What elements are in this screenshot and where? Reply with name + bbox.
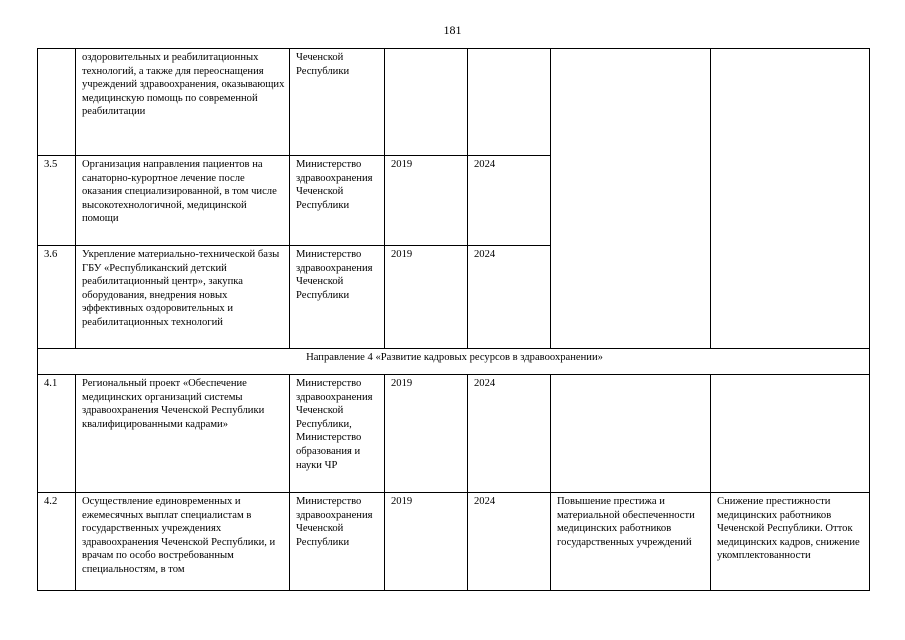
executor-cell: Министерство здравоохранения Чеченской Республики <box>290 246 385 349</box>
executor-cell: Министерство здравоохранения Чеченской Республики, Министерство образования и науки ЧР <box>290 375 385 493</box>
row-number: 4.2 <box>38 493 76 591</box>
row-number: 3.5 <box>38 156 76 246</box>
end-year-cell <box>468 49 551 156</box>
event-cell: оздоровительных и реабилитационных технологий, а также для переоснащения учреждений здравоохранения, оказывающих медицинскую помощь по современной реабилитации <box>76 49 290 156</box>
start-year-cell: 2019 <box>385 493 468 591</box>
event-cell: Региональный проект «Обеспечение медицинских организаций системы здравоохранения Чеченской Республики квалифицированными кадрами» <box>76 375 290 493</box>
end-year-cell: 2024 <box>468 156 551 246</box>
table-row <box>38 375 870 493</box>
start-year-cell: 2019 <box>385 246 468 349</box>
row-number: 4.1 <box>38 375 76 493</box>
end-year-cell: 2024 <box>468 246 551 349</box>
executor-cell: Чеченской Республики <box>290 49 385 156</box>
table-row <box>38 493 870 591</box>
consequence-cell <box>711 49 870 349</box>
event-cell: Осуществление единовременных и ежемесячных выплат специалистам в государственных учреждениях здравоохранения Чеченской Республики, и врачам по особо востребованным специальностям, в том <box>76 493 290 591</box>
executor-cell: Министерство здравоохранения Чеченской Республики <box>290 493 385 591</box>
consequence-cell: Снижение престижности медицинских работников Чеченской Республики. Отток медицинских кадров, снижение укомплектованности <box>711 493 870 591</box>
result-cell <box>551 49 711 349</box>
page-number: 181 <box>443 23 462 37</box>
event-cell: Укрепление материально-технической базы ГБУ «Республиканский детский реабилитационный центр», закупка оборудования, внедрения новых эффективных оздоровительных и реабилитационных технологий <box>76 246 290 349</box>
result-cell <box>551 375 711 493</box>
start-year-cell: 2019 <box>385 375 468 493</box>
row-number <box>38 49 76 156</box>
start-year-cell <box>385 49 468 156</box>
start-year-cell: 2019 <box>385 156 468 246</box>
end-year-cell: 2024 <box>468 375 551 493</box>
section-header-row <box>38 349 870 375</box>
result-cell: Повышение престижа и материальной обеспеченности медицинских работников государственных учреждений <box>551 493 711 591</box>
end-year-cell: 2024 <box>468 493 551 591</box>
section-header: Направление 4 «Развитие кадровых ресурсов в здравоохранении» <box>38 349 870 375</box>
row-number: 3.6 <box>38 246 76 349</box>
consequence-cell <box>711 375 870 493</box>
measures-table <box>37 48 870 591</box>
table-row <box>38 49 870 156</box>
executor-cell: Министерство здравоохранения Чеченской Республики <box>290 156 385 246</box>
event-cell: Организация направления пациентов на санаторно-курортное лечение после оказания специализированной, в том числе высокотехнологичной, медицинской помощи <box>76 156 290 246</box>
